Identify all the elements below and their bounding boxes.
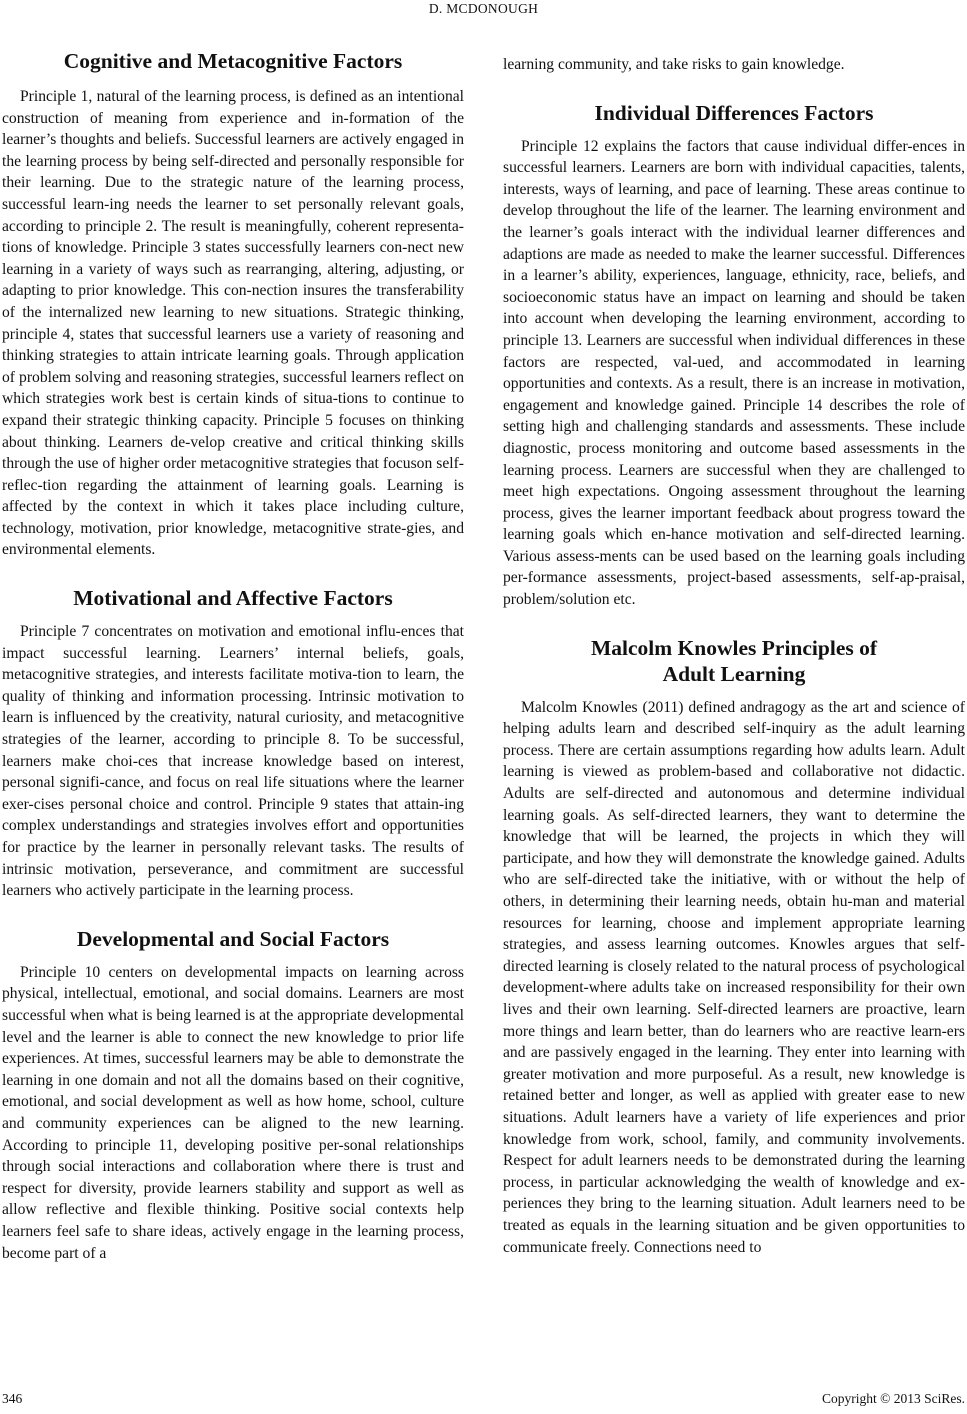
section-heading-knowles — [503, 635, 965, 687]
paragraph-individual: Principle 12 explains the factors that cause individual differ-ences in successful learners. Learners are born with individual capacities, talents, interests, ways of learning, and pace of learning. These areas continue to develop throughout the life of the learner. The learning environment and the learner’s goals interact with the individual learner differences and adaptions are made as needed to make the learner successful. Differences in a learner’s ability, experiences, language, ethnicity, race, beliefs, and socioeconomic status have an impact on learning and should be taken into account when developing the learning environment, according to principle 13. Learners are successful when individual differences in these factors are respected, val-ued, and accommodated in learning opportunities and contexts. As a result, there is an increase in motivation, engagement and knowledge gained. Principle 14 describes the role of setting high and challenging standards and assessments. These include diagnostic, process monitoring and outcome based assessments in the learning process. Learners are successful when they are challenged to meet high expectations. Ongoing assessment throughout the learning process, gives the learner important feedback about progress toward the learning goals which en-hance motivation and self-directed learning. Various assess-ments can be used based on the learning goals including per-formance assessments, project-based assessments, self-ap-praisal, problem/solution etc. — [503, 137, 965, 609]
left-column — [2, 48, 464, 1264]
section-heading-motivational: Motivational and Affective Factors — [73, 586, 393, 611]
page-number: 346 — [2, 1391, 23, 1406]
paragraph-cognitive: Principle 1, natural of the learning process, is defined as an intentional construction of meaning from experience and in-formation of the learner’s thoughts and beliefs. Successful learners are actively engaged in the learning process by being self-directed and personally responsible for their learning. Due to the strategic nature of the learning process, successful learn-ing needs the learner to set personally relevant goals, according to principle 2. The result is meaningfully, coherent representa-tions of knowledge. Principle 3 states successfully learners con-nect new learning in a variety of ways such as rearranging, altering, adjusting, or adapting to prior knowledge. This con-nection insures the transferability of the internalized new learning to new situations. Strategic thinking, principle 4, states that successful learners use a variety of reasoning and thinking strategies to attain intricate learning goals. Through application of problem solving and reasoning strategies, successful learners reflect on which strategies work best is certain kinds of situa-tions to continue to expand their strategic thinking capacity. Principle 5 focuses on thinking about thinking. Learners de-velop creative and critical thinking skills through the use of higher order metacognitive strategies that focuson self-reflec-tion regarding the attainment of learning goals. Learning is affected by the context in which it takes place including culture, technology, motivation, prior knowledge, metacognitive strate-gies, and environmental elements. — [2, 88, 464, 559]
paragraph-knowles: Malcolm Knowles (2011) defined andragogy as the art and science of helping adults learn and described self-inquiry as the adult learning process. There are certain assumptions regarding how adults learn. Adult learning is viewed as problem-based and collaborative not didactic. Adults are self-directed and autonomous and determine individual learning goals. As self-directed learners, they want to determine the knowledge that will be learned, the projects in which they will participate, and how they will demonstrate the knowledge gained. Adults who are self-directed take the initiative, with or without the help of others, in determining their learning needs, obtain hu-man and material resources for learning, choose and implement appropriate learning strategies, and assess learning outcomes. Knowles argues that self-directed learning is closely related to the natural process of psychological development-where adults take on increased responsibility for their own lives and their own learning. Self-directed learners are proactive, learn more things and learn better, than do learners who are reactive learn-ers and are passively engaged in the learning. They enter into learning with greater motivation and more purposeful. As a result, new knowledge is retained better and longer, as well as applied with greater ease to new situations. Adult learners have a variety of life experiences and prior knowledge from work, school, family, and community involvements. Respect for adult learners needs to be demonstrated during the learning process, in particular acknowledging the wealth of knowledge and ex-periences they bring to the learning situation. Adult learners need to be treated as equals in the learning situation and be given opportunities to communicate freely. Connections need to — [503, 698, 965, 1256]
paragraph-continuation: learning community, and take risks to gain knowledge. — [503, 56, 845, 73]
section-heading-cognitive: Cognitive and Metacognitive Factors — [63, 49, 403, 73]
section-heading-knowles-line2: Adult Learning — [662, 661, 806, 686]
copyright-notice: Copyright © 2013 SciRes. — [821, 1391, 965, 1406]
section-heading-knowles-line1: Malcolm Knowles Principles of — [590, 635, 878, 660]
section-heading-individual: Individual Differences Factors — [594, 100, 874, 125]
paragraph-motivational: Principle 7 concentrates on motivation and emotional influ-ences that impact successful learning. Learners’ internal beliefs, goals, metacognitive strategies, and interests facilitate motiva-tion to learn, the quality of thinking and information processing. Intrinsic motivation to learn is influenced by the creativity, natural curiosity, and metacognitive strategies of the learner, according to principle 8. To be successful, learners make choi-ces that increase knowledge based on interest, personal signifi-cance, and focus on real life situations where the learner exer-cises personal choice and control. Principle 9 states that attain-ing complex understandings and strategies involves effort and opportunities for practice by the learner in personally relevant tasks. The results of intrinsic motivation, perseverance, and commitment are successful learners who actively participate in the learning process. — [2, 623, 464, 900]
right-column — [503, 54, 965, 1258]
paragraph-developmental: Principle 10 centers on developmental impacts on learning across physical, intellectual, emotional, and social domains. Learners are most successful when what is being learned is at the appropriate developmental level and the learner is able to connect the new knowledge to prior life experiences. At times, successful learners may be able to demonstrate the learning in one domain and not all the domains based on their cognitive, emotional, and social development as well as how home, school, culture and community experiences can be aligned to the new learning. According to principle 11, developing positive per-sonal relationships through social interactions and collaboration where there is trust and respect for diversity, provide learners stability and support as well as allow reflective and flexible thinking. Positive social contexts help learners feel safe to share ideas, actively engage in the learning process, become part of a — [2, 963, 464, 1262]
running-head: D. MCDONOUGH — [428, 1, 539, 16]
section-heading-developmental: Developmental and Social Factors — [76, 926, 390, 951]
